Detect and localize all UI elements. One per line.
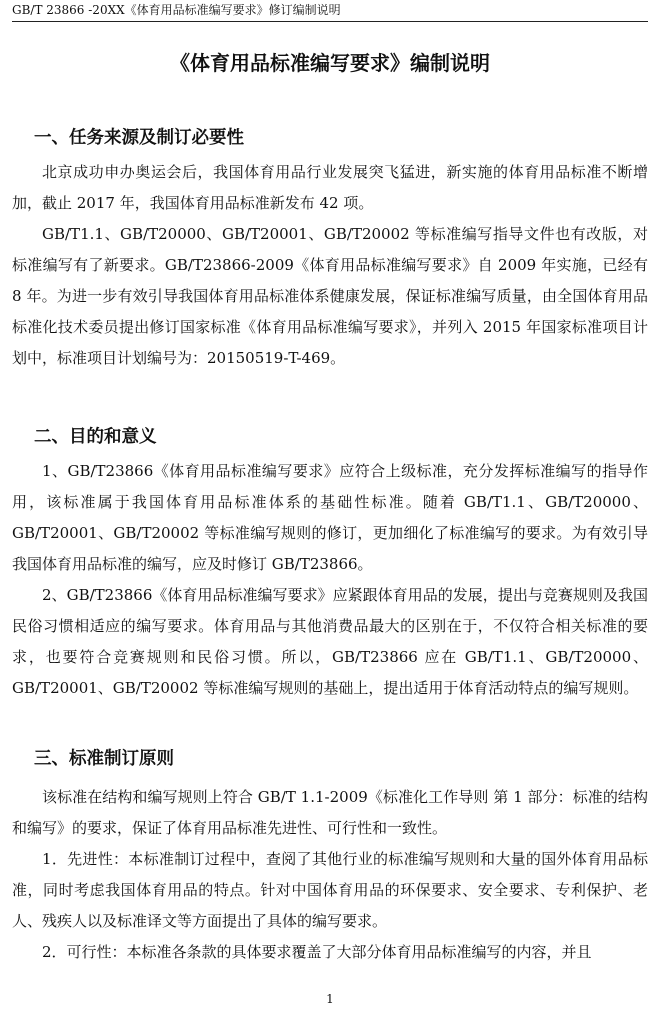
section-heading-3: 三、标准制订原则 <box>34 749 174 769</box>
paragraph: 北京成功申办奥运会后，我国体育用品行业发展突飞猛进，新实施的体育用品标准不断增加，截止 2017 年，我国体育用品标准新发布 42 项。 <box>12 163 648 212</box>
paragraph: 该标准在结构和编写规则上符合 GB/T 1.1-2009《标准化工作导则 第 1 部分：标准的结构和编写》的要求，保证了体育用品标准先进性、可行性和一致性。 <box>12 788 648 837</box>
section-heading-2: 二、目的和意义 <box>34 427 157 447</box>
paragraph: 1．先进性：本标准制订过程中，查阅了其他行业的标准编写规则和大量的国外体育用品标准，同时考虑我国体育用品的特点。针对中国体育用品的环保要求、安全要求、专利保护、老人、残疾人以及标准译文等方面提出了具体的编写要求。 <box>12 850 648 930</box>
paragraph: 2、GB/T23866《体育用品标准编写要求》应紧跟体育用品的发展，提出与竞赛规则及我国民俗习惯相适应的编写要求。体育用品与其他消费品最大的区别在于，不仅符合相关标准的要求，也要符合竞赛规则和民俗习惯。所以，GB/T23866 应在 GB/T1.1、GB/T20000、GB/T20001、GB/T20002 等标准编写规则的基础上，提出适用于体育活动特点的编写规则。 <box>12 586 648 697</box>
paragraph: 1、GB/T23866《体育用品标准编写要求》应符合上级标准，充分发挥标准编写的指导作用，该标准属于我国体育用品标准体系的基础性标准。随着 GB/T1.1、GB/T20000、GB/T20001、GB/T20002 等标准编写规则的修订，更加细化了标准编写的要求。为有效引导我国体育用品标准的编写，应及时修订 GB/T23866。 <box>12 462 648 573</box>
paragraph: 2．可行性：本标准各条款的具体要求覆盖了大部分体育用品标准编写的内容，并且 <box>42 943 592 961</box>
section-heading-1: 一、任务来源及制订必要性 <box>34 128 244 148</box>
document-title: 《体育用品标准编写要求》编制说明 <box>170 51 490 75</box>
page-number: 1 <box>326 992 334 1006</box>
paragraph: GB/T1.1、GB/T20000、GB/T20001、GB/T20002 等标准编写指导文件也有改版，对标准编写有了新要求。GB/T23866-2009《体育用品标准编写要求》自 2009 年实施，已经有 8 年。为进一步有效引导我国体育用品标准体系健康发展，保证标准编写质量，由全国体育用品标准化技术委员提出修订国家标准《体育用品标准编写要求》，并列入 2015 年国家标准项目计划中，标准项目计划编号为：20150519-T-469。 <box>12 225 648 367</box>
running-header: GB/T 23866 -20XX《体育用品标准编写要求》修订编制说明 <box>12 2 648 22</box>
